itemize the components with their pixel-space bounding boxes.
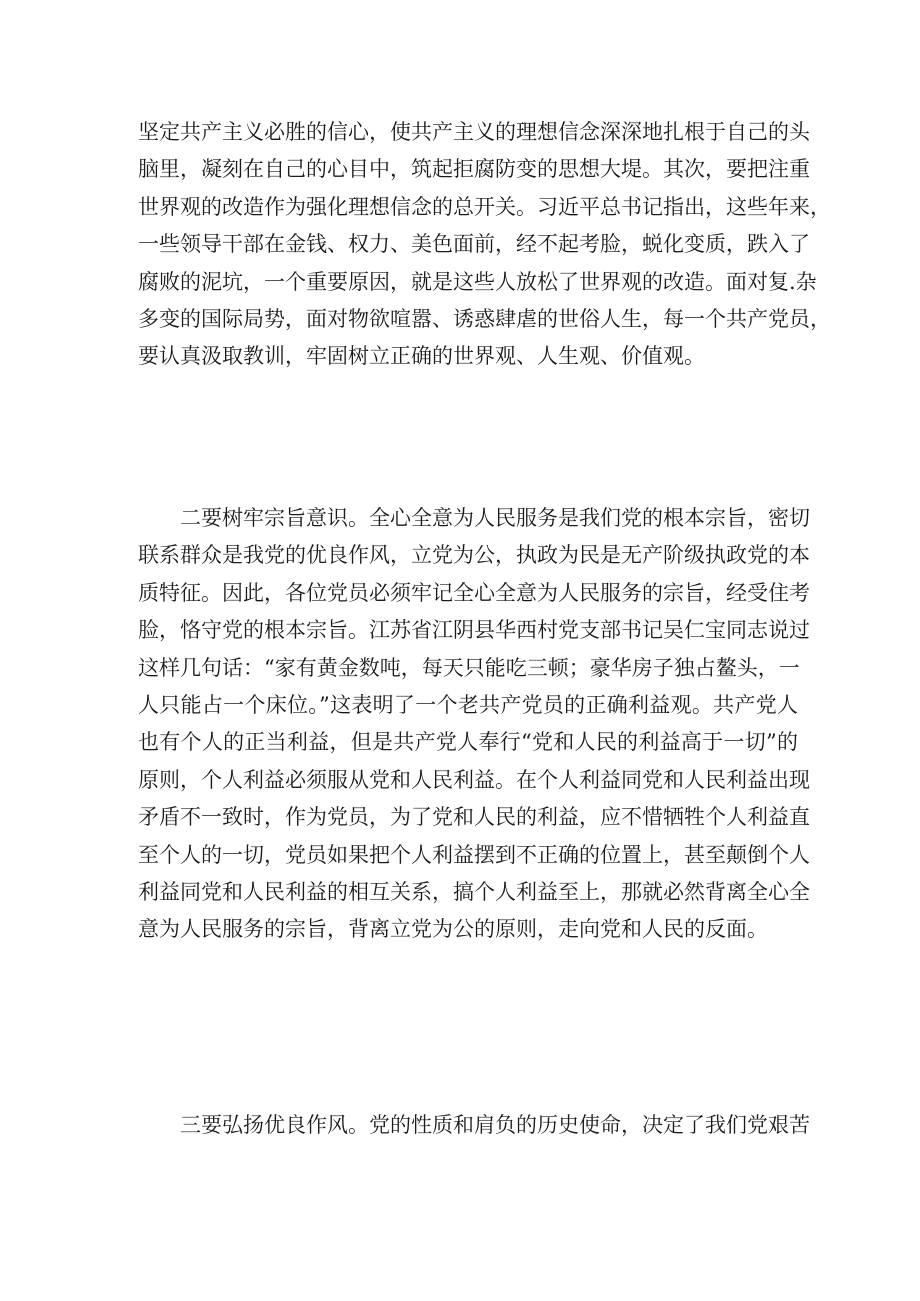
text-line: 矛盾不一致时，作为党员，为了党和人民的利益，应不惜牺牲个人利益直 <box>138 805 810 830</box>
text-line: 意为人民服务的宗旨，背离立党为公的原则，走向党和人民的反面。 <box>138 917 768 942</box>
text-line: 腐败的泥坑，一个重要原因，就是这些人放松了世界观的改造。面对复.杂 <box>138 269 817 294</box>
text-line: 三要弘扬优良作风。党的性质和肩负的历史使命，决定了我们党艰苦 <box>180 1113 810 1137</box>
paragraph-purpose <box>138 500 810 949</box>
text-line: 人只能占一个床位。”这表明了一个老共产党员的正确利益观。共产党人 <box>138 692 798 717</box>
text-line: 世界观的改造作为强化理想信念的总开关。习近平总书记指出，这些年来， <box>138 194 831 219</box>
text-line: 原则，个人利益必须服从党和人民利益。在个人利益同党和人民利益出现 <box>138 767 810 792</box>
text-line: 联系群众是我党的优良作风，立党为公，执政为民是无产阶级执政党的本 <box>138 543 810 568</box>
paragraph-ideals <box>138 114 831 376</box>
text-line: 多变的国际局势，面对物欲喧嚣、诱惑肆虐的世俗人生，每一个共产党员， <box>138 306 831 331</box>
text-line: 利益同党和人民利益的相互关系，搞个人利益至上，那就必然背离全心全 <box>138 879 810 904</box>
text-line: 坚定共产主义必胜的信心，使共产主义的理想信念深深地扎根于自己的头 <box>138 120 810 144</box>
text-line: 至个人的一切，党员如果把个人利益摆到不正确的位置上，甚至颠倒个人 <box>138 842 810 867</box>
text-line: 这样几句话：“家有黄金数吨，每天只能吃三顿；豪华房子独占鳌头，一 <box>138 655 800 680</box>
text-line: 质特征。因此，各位党员必须牢记全心全意为人民服务的宗旨，经受住考 <box>138 580 810 605</box>
text-line: 脸，恪守党的根本宗旨。江苏省江阴县华西村党支部书记吴仁宝同志说过 <box>138 618 810 643</box>
text-line: 一些领导干部在金钱、权力、美色面前，经不起考脸，蜕化变质，跌入了 <box>138 232 810 257</box>
paragraph-style <box>138 1107 810 1144</box>
text-line: 脑里，凝刻在自己的心目中，筑起拒腐防变的思想大堤。其次，要把注重 <box>138 157 810 182</box>
text-line: 二要树牢宗旨意识。全心全意为人民服务是我们党的根本宗旨，密切 <box>180 506 810 530</box>
text-line: 要认真汲取教训，牢固树立正确的世界观、人生观、价值观。 <box>138 344 705 369</box>
text-line: 也有个人的正当利益，但是共产党人奉行“党和人民的利益高于一切”的 <box>138 730 798 755</box>
